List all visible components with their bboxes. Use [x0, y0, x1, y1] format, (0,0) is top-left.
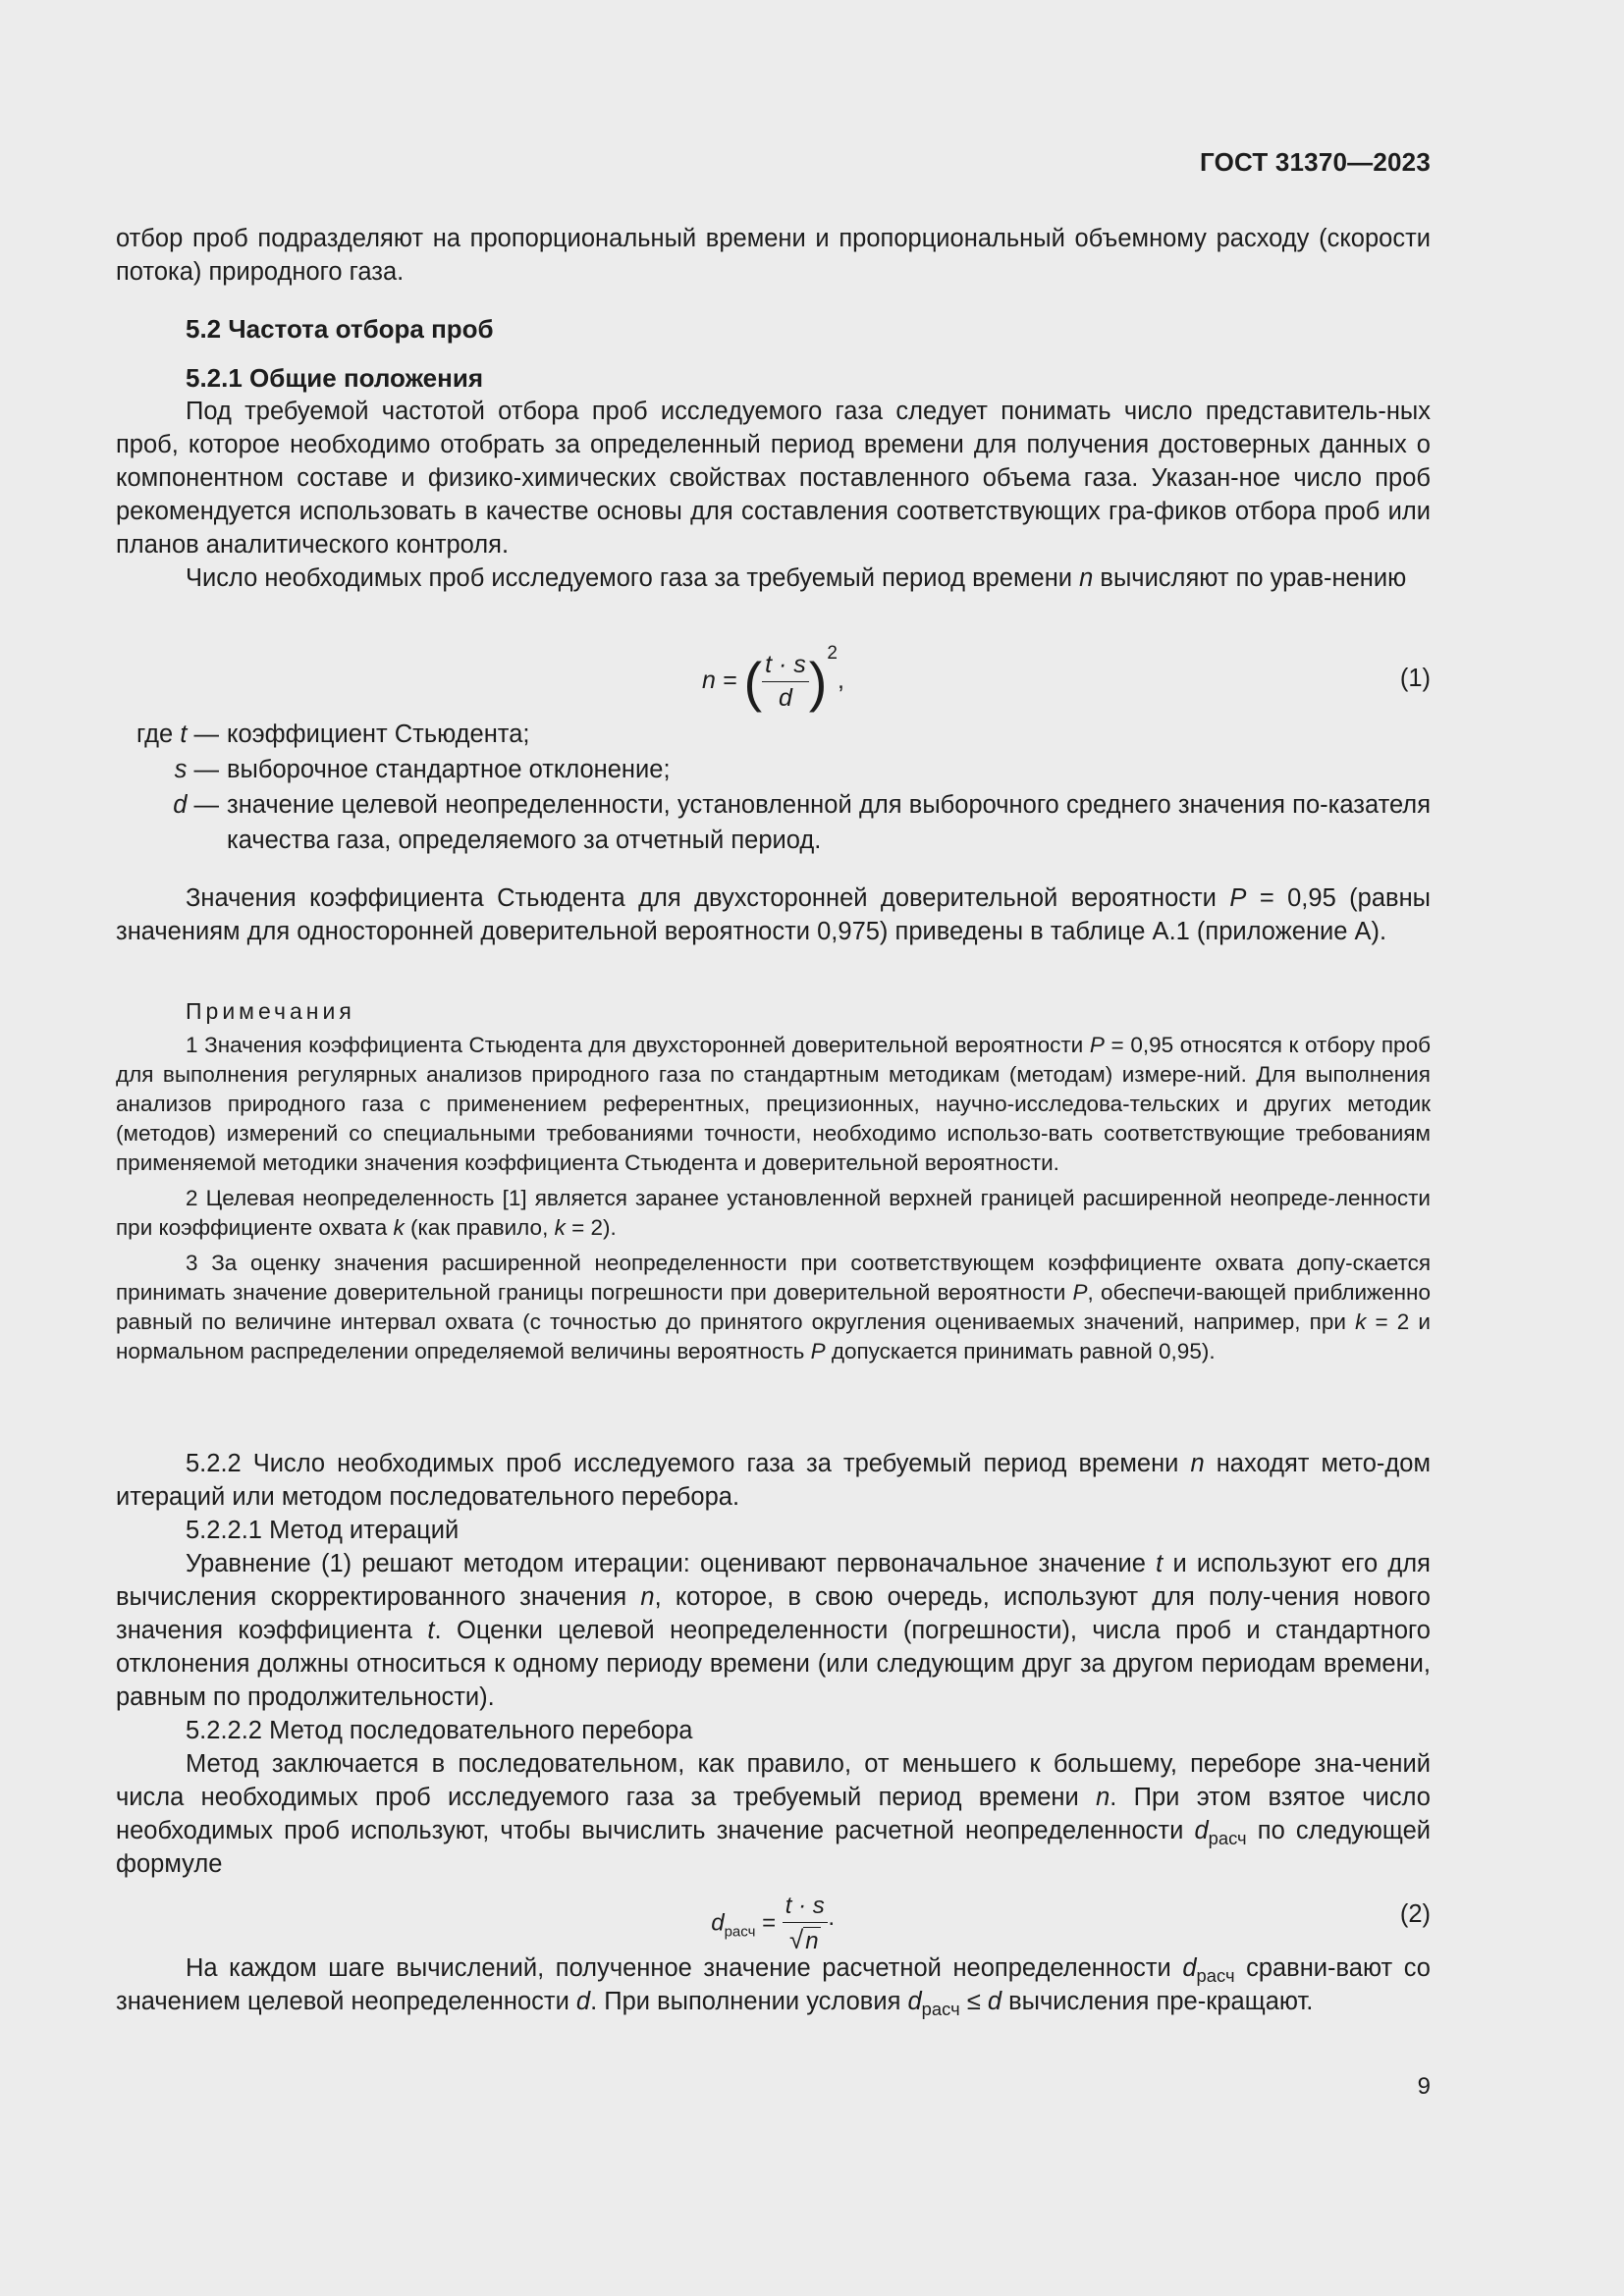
document-header-id: ГОСТ 31370—2023 — [1200, 147, 1431, 177]
final-paragraph: На каждом шаге вычислений, полученное значение расчетной неопределенности $d_{расч}$ сравни-вают со значением целевой неопределенности d. При выполнении условия $d_{расч} \le d$ вычисления пре-кращают. — [116, 1954, 1431, 2019]
iterations-paragraph: Уравнение (1) решают методом итерации: оценивают первоначальное значение t и используют его для вычисления скорректированного значения n, которое, в свою очередь, используют для полу-чения нового значения коэффициента t. Оценки целевой неопределенности (погрешности), числа проб и стандартного отклонения должны относиться к одному периоду времени (или следующим друг за другом периодам времени, равным по продолжительности). — [116, 1550, 1431, 1711]
note-2: 2 Целевая неопределенность [1] является заранее установленной верхней границей расширенной неопреде-ленности при коэффициенте охвата k (как правило, k = 2). — [116, 1186, 1431, 1240]
subsection-heading: 5.2.1 Общие положения — [186, 363, 483, 393]
formula-1-number: (1) — [1399, 665, 1431, 692]
note-1: 1 Значения коэффициента Стьюдента для двухсторонней доверительной вероятности P = 0,95 относятся к отбору проб для выполнения регулярных анализов природного газа по стандартным методикам (методам) измере-ний. Для выполнения анализов природного газа с применением референтных, прецизионных, научно-исследова-тельских и других методик (методов) измерений со специальными требованиями точности, необходимо использо-вать соответствующие требованиям применяемой методики значения коэффициента Стьюдента и доверительной вероятности. — [116, 1033, 1431, 1175]
formula-1-body: n = ( $\frac{t \cdot s}{d}$ )$^2$, — [702, 643, 844, 713]
page-number: 9 — [1417, 2073, 1431, 2100]
paragraph-frequency-definition: Под требуемой частотой отбора проб исследуемого газа следует понимать число представитель-ных проб, которое необходимо отобрать за определенный период времени для получения достоверных данных о компонентном составе и физико-химических свойствах поставленного объема газа. Указан-ное число проб рекомендуется использовать в качестве основы для составления соответствующих гра-фиков отбора проб или планов аналитического контроля. — [116, 398, 1431, 559]
sequential-heading: 5.2.2.2 Метод последовательного перебора — [186, 1717, 693, 1744]
formula-1-fraction: $\frac{t \cdot s}{d}$ — [762, 651, 809, 713]
formula-2-body: $d_{расч}$ = $\frac{t \cdot s}{√n}$ · — [711, 1893, 836, 1954]
section-heading: 5.2 Частота отбора проб — [186, 314, 494, 344]
iterations-heading: 5.2.2.1 Метод итераций — [186, 1517, 460, 1544]
notes — [116, 995, 1431, 1366]
where-item-t: где t — коэффициент Стьюдента; — [136, 721, 530, 748]
where-item-d: d — значение целевой неопределенности, установленной для выборочного среднего значения по-казателя качества газа, определяемого за отчетный период. — [173, 791, 1431, 854]
section-5-2 — [116, 312, 1431, 346]
section-5-2-1 — [116, 361, 1431, 595]
section-5-2-2 — [116, 1447, 1431, 1881]
sequential-paragraph: Метод заключается в последовательном, как правило, от меньшего к большему, переборе зна-чений числа необходимых проб исследуемого газа за требуемый период времени n. При этом взятое число необходимых проб используют, чтобы вычислить значение расчетной неопределенности $d_{расч}$ по следующей формуле — [116, 1750, 1432, 1878]
formula-2-fraction: $\frac{t \cdot s}{√n}$ — [783, 1893, 828, 1955]
note-3: 3 За оценку значения расширенной неопределенности при соответствующем коэффициенте охвата допу-скается принимать значение доверительной границы погрешности при доверительной вероятности P, обеспечи-вающей приближенно равный по величине интервал охвата (с точностью до принятого округления оцениваемых значений, например, при k = 2 и нормальном распределении определяемой величины вероятность P допускается принимать равной 0,95). — [116, 1251, 1431, 1363]
intro-paragraph: отбор проб подразделяют на пропорциональный времени и пропорциональный объемному расходу (скорости потока) природного газа. — [116, 225, 1431, 286]
where-list — [116, 717, 1431, 858]
formula-2-number: (2) — [1399, 1900, 1431, 1928]
student-paragraph: Значения коэффициента Стьюдента для двухсторонней доверительной вероятности P = 0,95 (равны значениям для односторонней доверительной вероятности 0,975) приведены в таблице А.1 (приложение А). — [116, 884, 1431, 945]
formula-1 — [116, 643, 1431, 721]
where-item-s: s — выборочное стандартное отклонение; — [174, 756, 671, 783]
paragraph-samples-count: Число необходимых проб исследуемого газа за требуемый период времени n вычисляют по урав-нению — [186, 564, 1407, 592]
paragraph-5-2-2: 5.2.2 Число необходимых проб исследуемого газа за требуемый период времени n находят мето-дом итераций или методом последовательного перебора. — [116, 1450, 1432, 1511]
notes-title: Примечания — [186, 998, 355, 1024]
